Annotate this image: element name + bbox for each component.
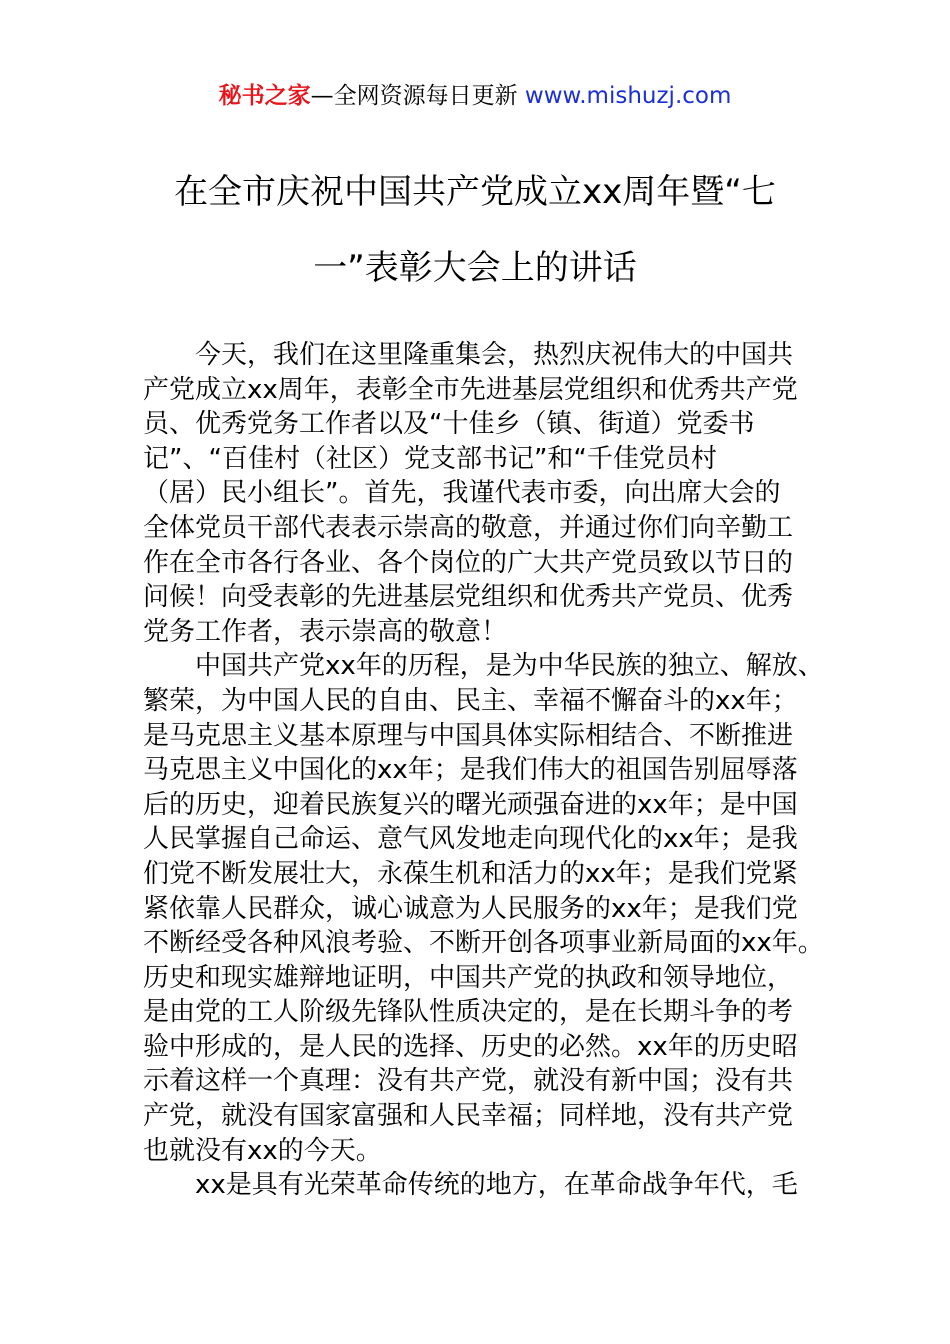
paragraph-1-line: 记”、“百佳村（社区）党支部书记”和“千佳党员村 [143,443,717,474]
paragraph-1-line: （居）民小组长”。首先，我谨代表市委，向出席大会的 [143,478,781,509]
paragraph-1-line: 作在全市各行各业、各个岗位的广大共产党员致以节日的 [143,547,794,578]
paragraph-1-line: 员、优秀党务工作者以及“十佳乡（镇、街道）党委书 [143,409,755,440]
paragraph-1-line: 党务工作者，表示崇高的敬意！ [143,616,508,647]
site-header [0,80,950,112]
paragraph-2-line: 产党，就没有国家富强和人民幸福；同样地，没有共产党 [143,1101,794,1132]
paragraph-1-line: 今天，我们在这里隆重集会，热烈庆祝伟大的中国共 [195,340,794,370]
paragraph-2-line: 不断经受各种风浪考验、不断开创各项事业新局面的xx年。 [143,928,824,959]
paragraph-2-line: 马克思主义中国化的xx年；是我们伟大的祖国告别屈辱落 [143,755,798,786]
paragraph-2-line: 紧依靠人民群众，诚心诚意为人民服务的xx年；是我们党 [143,893,798,924]
paragraph-2-line: 们党不断发展壮大，永葆生机和活力的xx年；是我们党紧 [143,858,798,889]
brand-name: 秘书之家 [218,83,311,109]
paragraph-2-line: 繁荣，为中国人民的自由、民主、幸福不懈奋斗的xx年； [143,685,798,716]
paragraph-1-line: 产党成立xx周年，表彰全市先进基层党组织和优秀共产党 [143,374,798,405]
title-line: 在全市庆祝中国共产党成立xx周年暨“七 [174,172,776,212]
paragraph-2-line: 示着这样一个真理：没有共产党，就没有新中国；没有共 [143,1066,794,1097]
paragraph-2-line: 也就没有xx的今天。 [143,1135,382,1166]
header-tagline: —全网资源每日更新 [310,83,525,109]
document-body [143,338,823,1203]
paragraph-1-line: 全体党员干部代表表示崇高的敬意，并通过你们向辛勤工 [143,512,794,543]
paragraph-3-line: xx是具有光荣革命传统的地方，在革命战争年代，毛 [195,1170,798,1201]
title-line: 一”表彰大会上的讲话 [313,248,637,288]
document-title [100,154,850,306]
paragraph-1-line: 问候！向受表彰的先进基层党组织和优秀共产党员、优秀 [143,582,794,613]
paragraph-2-line: 后的历史，迎着民族复兴的曙光顽强奋进的xx年；是中国 [143,789,798,820]
paragraph-2-line: 人民掌握自己命运、意气风发地走向现代化的xx年；是我 [143,824,798,855]
paragraph-2-line: 历史和现实雄辩地证明，中国共产党的执政和领导地位， [143,962,794,993]
paragraph-2-line: 中国共产党xx年的历程，是为中华民族的独立、解放、 [195,651,824,682]
paragraph-2-line: 是由党的工人阶级先锋队性质决定的，是在长期斗争的考 [143,997,794,1028]
site-url-link[interactable]: www.mishuzj.com [524,83,732,109]
paragraph-2-line: 是马克思主义基本原理与中国具体实际相结合、不断推进 [143,720,794,751]
paragraph-2-line: 验中形成的，是人民的选择、历史的必然。xx年的历史昭 [143,1031,798,1062]
